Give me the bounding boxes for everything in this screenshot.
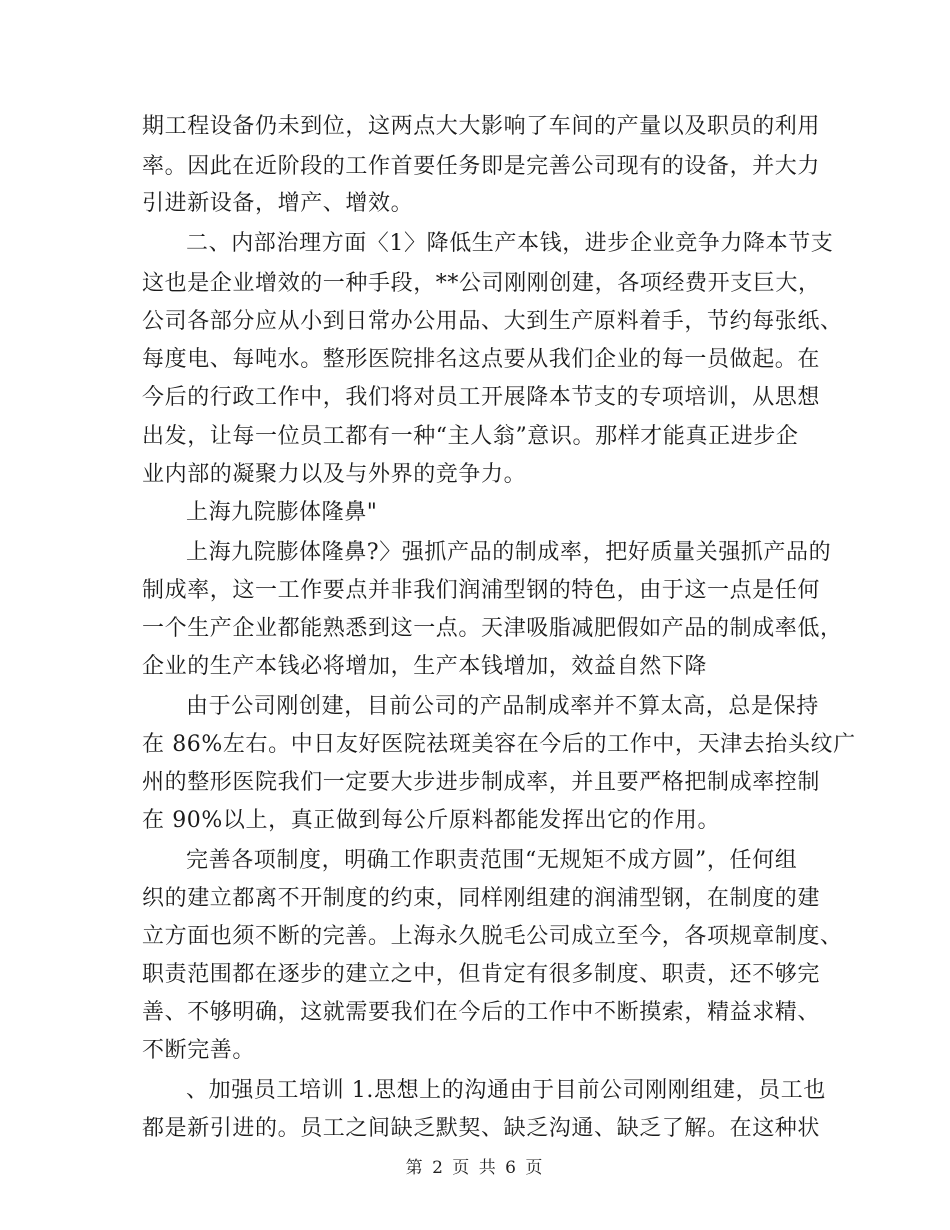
text-line: 出发，让每一位员工都有一种“主人翁”意识。那样才能真正进步企 bbox=[142, 424, 799, 449]
text-line: 今后的行政工作中，我们将对员工开展降本节支的专项培训，从思想 bbox=[142, 385, 821, 410]
text-line: 州的整形医院我们一定要大步进步制成率，并且要严格把制成率控制 bbox=[142, 770, 821, 795]
text-line: 业内部的凝聚力以及与外界的竞争力。 bbox=[142, 462, 527, 487]
text-line: 这也是企业增效的一种手段，**公司刚刚创建，各项经费开支巨大， bbox=[142, 271, 821, 296]
text-line: 不断完善。 bbox=[142, 1038, 256, 1063]
page-number-footer: 第 2 页 共 6 页 bbox=[405, 1158, 545, 1178]
text-line: 引进新设备，增产、增效。 bbox=[142, 191, 414, 216]
text-line: 率。因此在近阶段的工作首要任务即是完善公司现有的设备，并大力 bbox=[142, 154, 821, 179]
text-line: 完善各项制度，明确工作职责范围“无规矩不成方圆”，任何组 bbox=[186, 848, 798, 873]
text-line: 制成率，这一工作要点并非我们润浦型钢的特色，由于这一点是任何 bbox=[142, 578, 821, 603]
text-line: 、加强员工培训 1.思想上的沟通由于目前公司刚刚组建，员工也 bbox=[186, 1078, 826, 1103]
text-line: 期工程设备仍未到位，这两点大大影响了车间的产量以及职员的利用 bbox=[142, 114, 821, 139]
text-line: 上海九院膨体隆鼻" bbox=[186, 500, 378, 525]
text-line: 在 90%以上，真正做到每公斤原料都能发挥出它的作用。 bbox=[142, 808, 721, 833]
text-line: 公司各部分应从小到日常办公用品、大到生产原料着手，节约每张纸、 bbox=[142, 309, 843, 334]
text-line: 每度电、每吨水。整形医院排名这点要从我们企业的每一员做起。在 bbox=[142, 347, 821, 372]
text-line: 由于公司刚创建，目前公司的产品制成率并不算太高，总是保持 bbox=[186, 694, 819, 719]
text-line: 二、内部治理方面〈1〉降低生产本钱，进步企业竞争力降本节支 bbox=[186, 231, 834, 256]
text-line: 善、不够明确，这就需要我们在今后的工作中不断摸索，精益求精、 bbox=[142, 1000, 821, 1025]
text-line: 织的建立都离不开制度的约束，同样刚组建的润浦型钢，在制度的建 bbox=[142, 886, 821, 911]
text-line: 企业的生产本钱必将增加，生产本钱增加，效益自然下降 bbox=[142, 654, 708, 679]
text-line: 在 86%左右。中日友好医院祛斑美容在今后的工作中，天津去抬头纹广 bbox=[142, 732, 856, 757]
text-line: 都是新引进的。员工之间缺乏默契、缺乏沟通、缺乏了解。在这种状 bbox=[142, 1116, 821, 1141]
text-line: 上海九院膨体隆鼻?〉强抓产品的制成率，把好质量关强抓产品的 bbox=[186, 540, 832, 565]
text-line: 立方面也须不断的完善。上海永久脱毛公司成立至今，各项规章制度、 bbox=[142, 924, 843, 949]
text-line: 一个生产企业都能熟悉到这一点。天津吸脂减肥假如产品的制成率低， bbox=[142, 616, 843, 641]
text-line: 职责范围都在逐步的建立之中，但肯定有很多制度、职责，还不够完 bbox=[142, 962, 821, 987]
